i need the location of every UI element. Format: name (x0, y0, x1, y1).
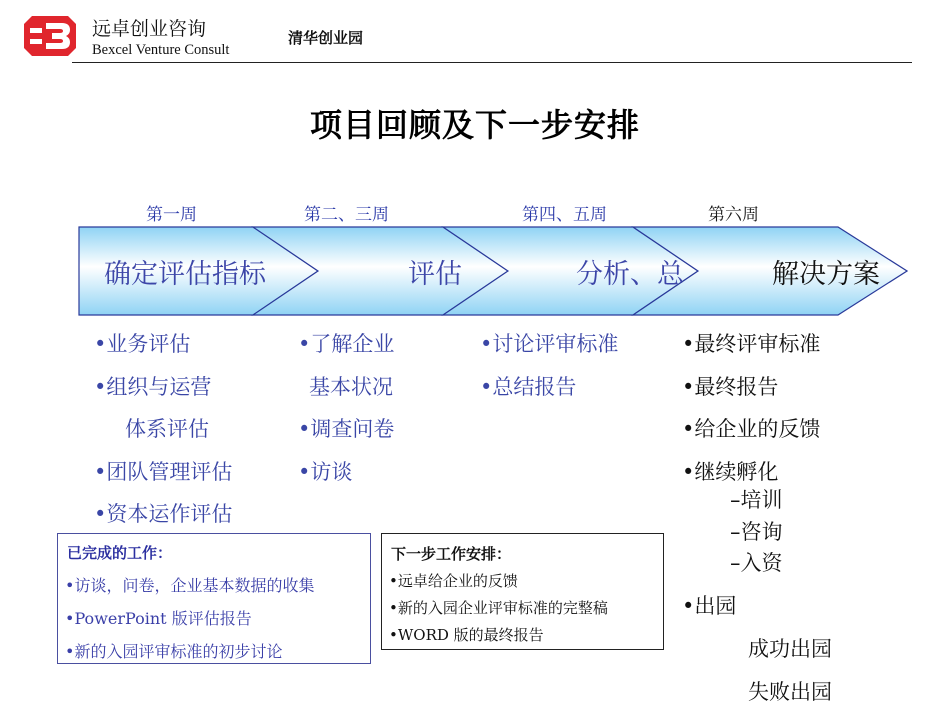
sub-item: –培训 (730, 488, 783, 512)
completed-item: •PowerPoint 版评估报告 (65, 609, 252, 628)
stage-label-2: 评估 (408, 259, 462, 290)
next-step-item: •WORD 版的最终报告 (389, 626, 544, 644)
list-item: 基本状况 (309, 374, 393, 399)
exit-sub-list (748, 628, 832, 713)
column-4-list (682, 323, 820, 493)
week-label-4: 第六周 (708, 205, 759, 225)
week-label-1: 第一周 (146, 205, 197, 225)
company-name-en: Bexcel Venture Consult (92, 42, 230, 58)
list-item: •最终报告 (682, 374, 779, 399)
list-item: •访谈 (298, 459, 353, 484)
stage-label-3: 分析、总 (576, 259, 684, 290)
list-item: 体系评估 (125, 417, 209, 441)
list-item: •组织与运营 (94, 374, 212, 399)
sub-item: –入资 (730, 551, 783, 575)
completed-work-box (57, 533, 371, 664)
week-label-3: 第四、五周 (522, 205, 607, 225)
bexcel-logo-icon (22, 14, 78, 58)
sub-list (730, 485, 783, 580)
partner-name: 清华创业园 (288, 29, 364, 47)
list-item: •了解企业 (298, 332, 395, 356)
list-item: •总结报告 (480, 374, 577, 399)
completed-item: •访谈，问卷，企业基本数据的收集 (65, 576, 315, 595)
list-item: •业务评估 (94, 332, 191, 356)
next-steps-box (381, 533, 664, 650)
list-item: •继续孵化 (682, 459, 779, 484)
list-item: •团队管理评估 (94, 459, 233, 484)
next-steps-heading: 下一步工作安排： (391, 545, 512, 563)
completed-item: •新的入园评审标准的初步讨论 (65, 642, 283, 661)
list-item: •资本运作评估 (94, 502, 233, 526)
sub-item: 失败出园 (748, 679, 832, 704)
sub-item: 成功出园 (748, 637, 832, 661)
company-name-cn: 远卓创业咨询 (92, 18, 207, 40)
list-item: •给企业的反馈 (682, 417, 821, 441)
header-divider (72, 62, 912, 63)
column-2-list (298, 323, 394, 493)
page-title: 项目回顾及下一步安排 (309, 106, 640, 144)
next-step-item: •新的入园企业评审标准的完整稿 (389, 599, 608, 617)
week-label-2: 第二、三周 (304, 205, 389, 225)
stage-label-4: 解决方案 (772, 259, 880, 290)
sub-item: –咨询 (730, 519, 783, 544)
list-item: •调查问卷 (298, 417, 395, 441)
list-item: •最终评审标准 (682, 332, 821, 356)
next-step-item: •远卓给企业的反馈 (389, 572, 518, 590)
list-item: •讨论评审标准 (480, 332, 619, 356)
column-3-list (480, 323, 618, 408)
stage-label-1: 确定评估指标 (104, 259, 266, 290)
column-1-list (94, 323, 232, 536)
completed-work-heading: 已完成的工作： (67, 544, 173, 562)
exit-item: •出园 (682, 594, 737, 618)
